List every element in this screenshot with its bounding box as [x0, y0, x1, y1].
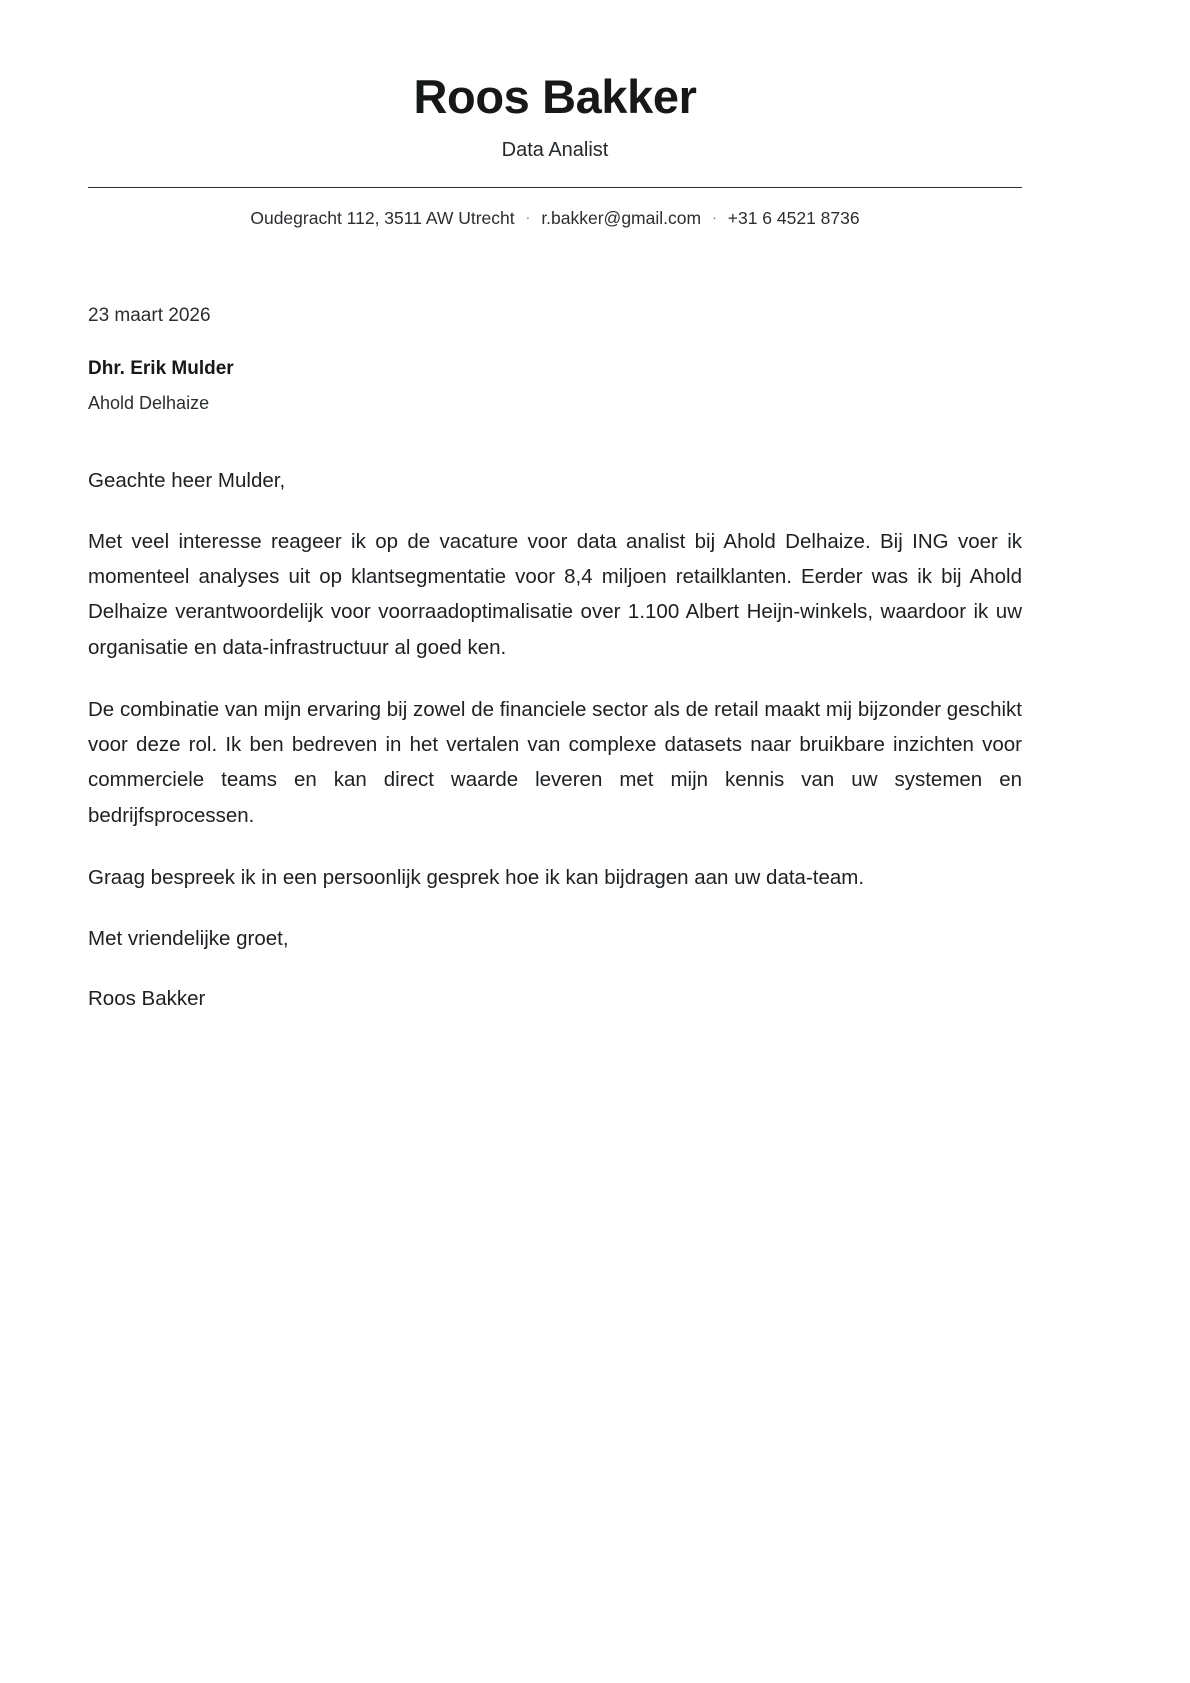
letter-paragraph: Graag bespreek ik in een persoonlijk gesprek hoe ik kan bijdragen aan uw data-team.: [88, 865, 865, 889]
candidate-job-title: Data Analist: [501, 138, 609, 161]
contact-separator-1: ·: [525, 208, 531, 225]
contact-line: [88, 207, 1022, 230]
candidate-name: Roos Bakker: [413, 70, 697, 123]
letter-paragraph: De combinatie van mijn ervaring bij zowel de financiele sector als de retail maakt mij bijzonder geschikt voor deze rol. Ik ben bedreven in het vertalen van complexe datasets naar bruikbare inzichten voor commerciele teams en kan direct waarde leveren met mijn kennis van uw systemen en bedrijfsprocessen.: [88, 697, 1022, 827]
contact-separator-2: ·: [712, 208, 717, 225]
letter-body: [88, 464, 1022, 1016]
letter-meta: [88, 302, 1022, 416]
contact-phone[interactable]: +31 6 4521 8736: [727, 207, 860, 228]
letter-content: [88, 0, 1022, 1016]
contact-email[interactable]: r.bakker@gmail.com: [541, 207, 702, 228]
header-divider: [88, 187, 1022, 188]
letter-paragraph: Met veel interesse reageer ik op de vacature voor data analist bij Ahold Delhaize. Bij ING voer ik momenteel analyses uit op klantsegmentatie voor 8,4 miljoen retailklanten. Eerder was ik bij Ahold Delhaize verantwoordelijk voor voorraadoptimalisatie over 1.100 Albert Heijn-winkels, waardoor ik uw organisatie en data-infrastructuur al goed ken.: [88, 529, 1022, 659]
letter-salutation: Geachte heer Mulder,: [88, 468, 286, 492]
letter-date: 23 maart 2026: [88, 304, 211, 326]
letter-header: [88, 0, 1022, 230]
letter-closing: Met vriendelijke groet,: [88, 927, 289, 951]
recipient-name: Dhr. Erik Mulder: [88, 358, 234, 380]
letter-signature: Roos Bakker: [88, 987, 206, 1011]
recipient-company: Ahold Delhaize: [88, 392, 210, 413]
contact-address: Oudegracht 112, 3511 AW Utrecht: [250, 207, 515, 228]
